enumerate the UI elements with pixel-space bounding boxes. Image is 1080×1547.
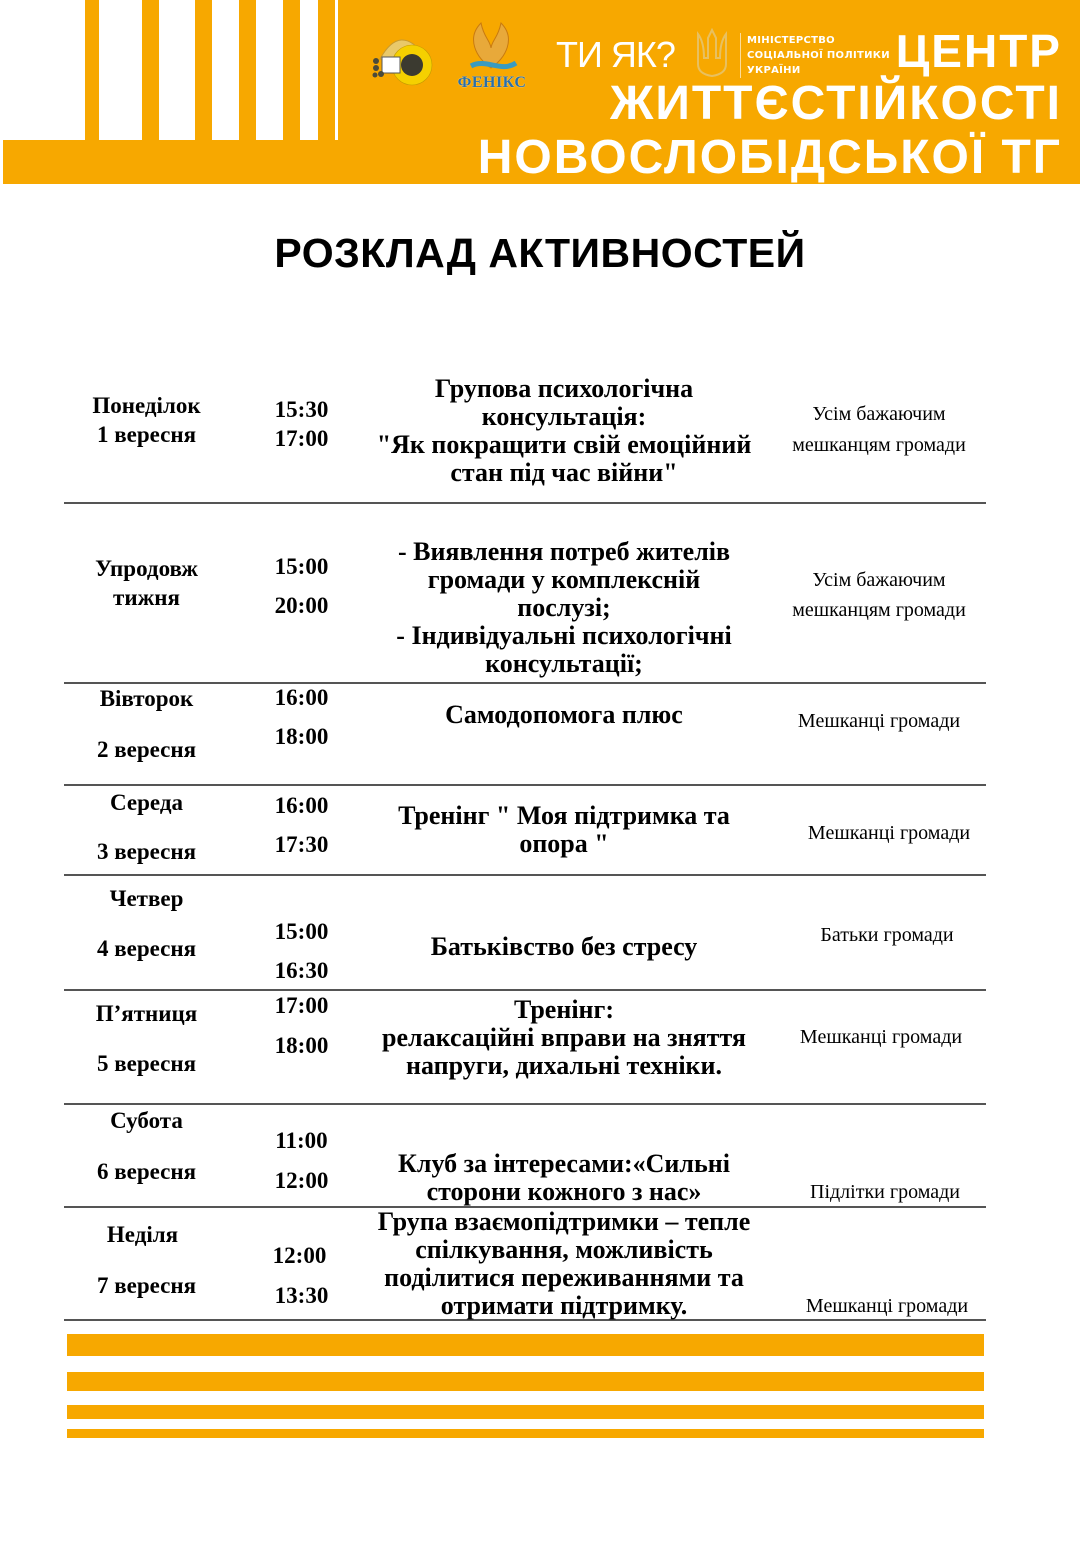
day-cell xyxy=(64,365,229,502)
end-time: 17:30 xyxy=(274,832,329,857)
audience-cell: Усім бажаючим мешканцям громади xyxy=(792,403,966,456)
day-name: Упродовж xyxy=(95,556,198,581)
activity-cell: Самодопомога плюс xyxy=(445,700,683,729)
footer-stripe xyxy=(67,1405,984,1419)
day-name: Четвер xyxy=(109,886,184,911)
audience-cell: Батьки громади xyxy=(820,924,954,946)
day-cell xyxy=(64,1105,229,1206)
activity-cell: - Виявлення потреб жителів громади у комплексній послузі; - Індивідуальні психологічні консультації; xyxy=(396,537,732,678)
activity-cell: Клуб за інтересами:«Сильні сторони кожного з нас» xyxy=(398,1149,730,1206)
phoenix-logo-icon xyxy=(446,18,536,98)
time-cell xyxy=(264,504,339,682)
start-time: 11:00 xyxy=(275,1128,328,1153)
day-name: Субота xyxy=(110,1108,183,1133)
end-time: 12:00 xyxy=(274,1168,329,1193)
day-name: П’ятниця xyxy=(95,1001,198,1026)
ministry-logo-text: МІНІСТЕРСТВО СОЦІАЛЬНОЇ ПОЛІТИКИ УКРАЇНИ xyxy=(740,33,890,78)
audience-cell: Мешканці громади xyxy=(799,1026,963,1048)
day-date: 7 вересня xyxy=(96,1273,197,1298)
banner-stripe xyxy=(195,0,212,140)
schedule-row xyxy=(64,991,986,1105)
banner-stripe xyxy=(142,0,159,140)
day-date: 4 вересня xyxy=(96,936,197,961)
day-cell xyxy=(64,991,229,1103)
activity-cell: Групова психологічна консультація: "Як покращити свій емоційний стан під час війни" xyxy=(376,374,752,487)
day-date: 1 вересня xyxy=(96,422,197,447)
schedule-row xyxy=(64,786,986,876)
footer-stripe xyxy=(67,1334,984,1356)
banner-stripe xyxy=(85,0,99,140)
trident-icon xyxy=(692,28,732,80)
day-date: 2 вересня xyxy=(96,737,197,762)
day-name: Неділя xyxy=(106,1222,179,1247)
partner-logos xyxy=(370,18,536,98)
day-date: 6 вересня xyxy=(96,1159,197,1184)
schedule-row xyxy=(64,504,986,684)
start-time: 12:00 xyxy=(272,1243,327,1268)
end-time: 18:00 xyxy=(274,724,329,749)
day-name: Середа xyxy=(110,790,183,815)
schedule-row xyxy=(64,684,986,786)
day-cell xyxy=(64,684,229,784)
start-time: 16:00 xyxy=(274,793,329,818)
end-time: 17:00 xyxy=(274,426,329,451)
end-time: 16:30 xyxy=(274,958,329,983)
sunflower-logo-icon xyxy=(370,25,436,91)
schedule-row xyxy=(64,1208,986,1321)
center-title-line-2: ЖИТТЄСТІЙКОСТІ xyxy=(609,77,1062,130)
start-time: 16:00 xyxy=(274,685,329,710)
audience-cell: Усім бажаючим мешканцям громади xyxy=(792,569,966,621)
day-name: Понеділок xyxy=(92,393,201,418)
schedule-row xyxy=(64,876,986,991)
time-cell xyxy=(264,786,339,874)
activity-cell: Тренінг: релаксаційні вправи на зняття напруги, дихальні техніки. xyxy=(382,995,746,1080)
banner-stripe xyxy=(318,0,335,140)
start-time: 15:30 xyxy=(274,397,329,422)
footer-stripe xyxy=(67,1429,984,1438)
header-banner xyxy=(0,0,1080,185)
end-time: 13:30 xyxy=(274,1283,329,1308)
time-cell xyxy=(264,991,339,1103)
banner-stripe xyxy=(338,0,345,140)
phoenix-logo-text: ФЕНІКС xyxy=(457,74,527,91)
banner-stripe xyxy=(283,0,300,140)
day-cell xyxy=(64,504,229,682)
schedule-row xyxy=(64,1105,986,1208)
audience-cell: Мешканці громади xyxy=(805,1295,969,1317)
day-date: 5 вересня xyxy=(96,1051,197,1076)
ty-yak-logo: ТИ ЯК? xyxy=(556,34,675,75)
page-title: РОЗКЛАД АКТИВНОСТЕЙ xyxy=(274,230,806,276)
audience-cell: Мешканці громади xyxy=(797,710,961,732)
schedule-row xyxy=(64,365,986,504)
day-cell xyxy=(64,876,229,989)
schedule-table xyxy=(64,365,986,1321)
start-time: 17:00 xyxy=(274,993,329,1018)
time-cell xyxy=(264,876,339,989)
time-cell xyxy=(264,684,339,784)
end-time: 20:00 xyxy=(274,593,329,618)
end-time: 18:00 xyxy=(274,1033,329,1058)
activity-cell: Група взаємопідтримки – тепле спілкування, можливість поділитися переживаннями та отримати підтримку. xyxy=(377,1207,751,1320)
start-time: 15:00 xyxy=(274,554,329,579)
day-date: тижня xyxy=(113,585,180,610)
activity-cell: Батьківство без стресу xyxy=(430,932,698,961)
start-time: 15:00 xyxy=(274,919,329,944)
day-cell xyxy=(64,786,229,874)
banner-stripe xyxy=(239,0,256,140)
center-title-line-1: ЦЕНТР xyxy=(895,25,1062,77)
day-name: Вівторок xyxy=(99,686,194,711)
day-date: 3 вересня xyxy=(96,839,197,864)
audience-cell: Підлітки громади xyxy=(810,1181,960,1203)
time-cell xyxy=(264,1208,339,1319)
day-cell xyxy=(64,1208,229,1319)
footer-stripe xyxy=(67,1372,984,1391)
time-cell xyxy=(264,365,339,502)
activity-cell: Тренінг " Моя підтримка та опора " xyxy=(398,801,730,858)
audience-cell: Мешканці громади xyxy=(807,822,971,844)
center-title-line-3: НОВОСЛОБІДСЬКОЇ ТГ xyxy=(477,131,1062,184)
time-cell xyxy=(264,1105,339,1206)
